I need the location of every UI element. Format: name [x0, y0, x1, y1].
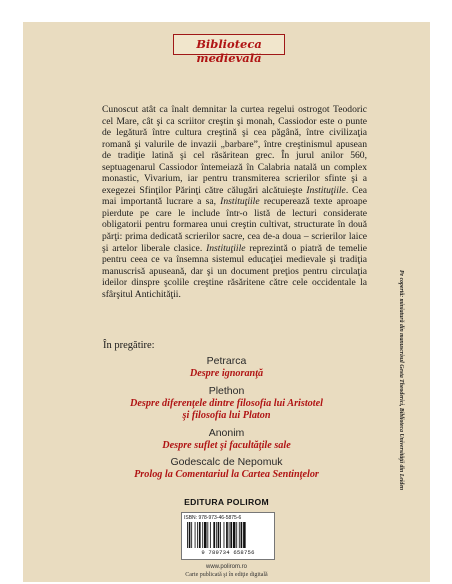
barcode-bar [218, 522, 220, 548]
prep-title-godescalc: Prolog la Comentariul la Cartea Sentinţelor [134, 469, 319, 480]
cover-image-credit-text: Pe copertă: miniatură din manuscrisul Gesta Theoderici, Biblioteca Universităţii din Leiden [398, 270, 404, 491]
barcode-bar [187, 522, 188, 548]
prep-title-anonim: Despre suflet şi facultăţile sale [162, 440, 291, 451]
barcode-bar [202, 522, 203, 548]
barcode-bar [216, 522, 217, 548]
description-text-3: recuperează texte aproape pierdute pe care le include într-o listă de lecturi considerate obligatorii pentru formarea unui creştin cultivat, structurate în două părţi: prima dedicată scrierilor sacre, cea de-a doua – scrierilor laice şi artelor liberale clasice. [102, 196, 367, 254]
barcode-bar [199, 522, 201, 548]
description-paragraph [102, 104, 367, 300]
prep-author-petrarca: Petrarca [206, 355, 247, 367]
barcode-bar [236, 522, 237, 548]
cover-image-credit [397, 270, 407, 580]
barcode-bar [207, 522, 208, 548]
barcode-bar [197, 522, 198, 548]
prep-author-godescalc: Godescalc de Nepomuk [170, 456, 283, 468]
description-text-4: reprezintă o piatră de temelie pentru ceea ce va însemna sistemul educaţiei medievale şi tradiţia manuscrisă apuseană, dar şi un document preţios pentru circulaţia ideilor dinspre şcolile creştine răsăritene către cele occidentale la sfârşitul Antichităţii. [102, 242, 367, 300]
barcode-bar [224, 522, 225, 548]
publisher-name: EDITURA POLIROM [184, 497, 269, 507]
prep-title-petrarca: Despre ignoranţă [189, 368, 264, 379]
publisher-website: www.polirom.ro [205, 564, 247, 570]
description-text-1: Cunoscut atât ca înalt demnitar la curtea regelui ostrogot Teodoric cel Mare, cât şi ca scriitor creştin şi monah, Cassiodor este o punte de legătură între cultura creştină şi cea păgână, între civilizaţia romană şi valurile de invazii „barbare”, între creştinismul apusean de tradiţie latină şi cel răsăritean grec. În jurul anilor 560, septuagenarul Cassiodor întemeiază în Calabria natală un complex monastic, Vivarium, iar pentru transmiterea scrierilor sfinte şi a exegezei Sfinţilor Părinţi către călugări alcătuieşte [102, 104, 367, 196]
work-title-2: Instituţiile [220, 196, 260, 208]
prep-title-plethon-line2: şi filosofia lui Platon [182, 410, 271, 421]
barcode-graphic [186, 522, 270, 548]
series-header-box [173, 34, 285, 65]
prep-author-anonim: Anonim [208, 427, 245, 439]
barcode-bar [210, 522, 211, 548]
barcode-bar [239, 522, 240, 548]
series-title: Biblioteca medievală [196, 37, 262, 65]
isbn-text: ISBN: 978-973-46-5875-6 [184, 515, 242, 521]
barcode-bar [230, 522, 232, 548]
book-description [102, 104, 367, 300]
preparation-label: În pregătire: [103, 340, 155, 351]
description-text-2: . Cea mai importantă lucrare a sa, [102, 184, 367, 208]
barcode-bar [189, 522, 191, 548]
isbn-barcode-box [181, 512, 275, 560]
work-title-1: Instituţiile [306, 184, 346, 196]
barcode-bar [195, 522, 196, 548]
barcode-bar [226, 522, 228, 548]
barcode-bar [191, 522, 192, 548]
barcode-number: 9 789734 658756 [201, 549, 255, 556]
prep-title-plethon-line1: Despre diferenţele dintre filosofia lui Aristotel [130, 398, 323, 409]
barcode-bar [243, 522, 246, 548]
digital-edition-note: Carte publicată şi în ediţie digitală [185, 572, 268, 578]
barcode-bar [233, 522, 236, 548]
barcode-bar [213, 522, 215, 548]
work-title-3: Instituţiile [206, 242, 246, 254]
prep-author-plethon: Plethon [208, 385, 245, 397]
barcode-bar [220, 522, 221, 548]
book-back-cover [23, 22, 430, 582]
barcode-bar [241, 522, 243, 548]
barcode-bar [229, 522, 230, 548]
barcode-bar [204, 522, 207, 548]
